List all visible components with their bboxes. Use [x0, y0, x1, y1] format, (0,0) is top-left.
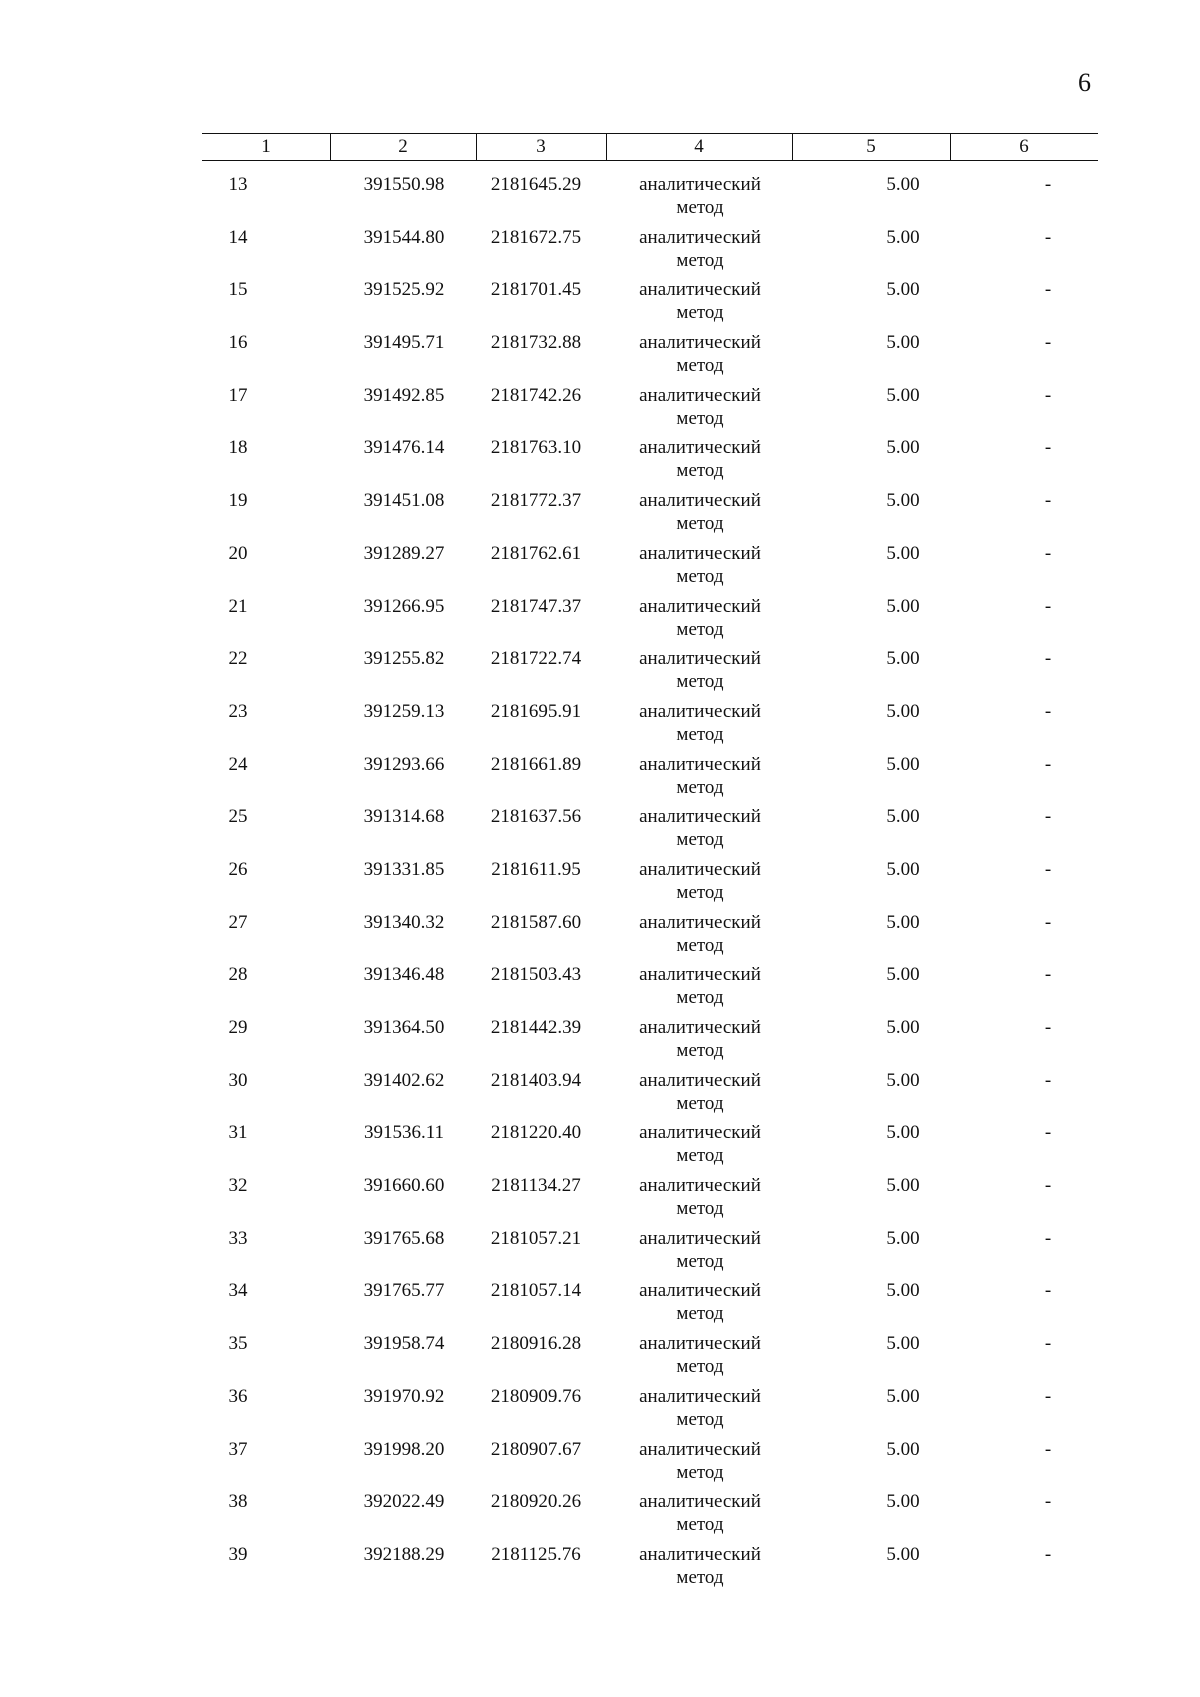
x-coordinate-cell: 391525.92	[363, 279, 445, 301]
method-text: метод	[676, 1408, 724, 1430]
note-cell: -	[1044, 279, 1052, 301]
method-cell	[602, 911, 798, 957]
y-coordinate-cell: 2181057.14	[490, 1280, 582, 1302]
method-text: метод	[676, 1145, 724, 1167]
note-cell: -	[1044, 437, 1052, 459]
accuracy-cell: 5.00	[886, 911, 920, 933]
note-cell: -	[1044, 753, 1052, 775]
accuracy-cell: 5.00	[886, 595, 920, 617]
accuracy-cell: 5.00	[886, 1543, 920, 1565]
accuracy-cell: 5.00	[886, 1438, 920, 1460]
method-text: метод	[676, 1461, 724, 1483]
method-cell	[602, 1174, 798, 1220]
note-cell: -	[1044, 1438, 1052, 1460]
point-number-cell: 31	[228, 1122, 248, 1144]
method-cell	[602, 963, 798, 1009]
point-number-cell: 37	[228, 1438, 248, 1460]
accuracy-cell: 5.00	[886, 1122, 920, 1144]
note-cell: -	[1044, 384, 1052, 406]
y-coordinate-cell: 2180909.76	[490, 1385, 582, 1407]
method-cell	[602, 384, 798, 430]
x-coordinate-cell: 392188.29	[363, 1543, 445, 1565]
accuracy-cell: 5.00	[886, 332, 920, 354]
x-coordinate-cell: 391293.66	[363, 753, 445, 775]
table-row	[202, 963, 1098, 1016]
method-text: аналитический	[639, 1122, 761, 1144]
table-header	[202, 133, 1098, 161]
x-coordinate-cell: 391255.82	[363, 648, 445, 670]
y-coordinate-cell: 2181503.43	[490, 964, 582, 986]
coordinates-table	[202, 133, 1098, 1588]
accuracy-cell: 5.00	[886, 384, 920, 406]
y-coordinate-cell: 2181611.95	[491, 858, 581, 880]
accuracy-cell: 5.00	[886, 1175, 920, 1197]
column-header-6: 6	[1019, 136, 1029, 157]
x-coordinate-cell: 391970.92	[363, 1385, 445, 1407]
y-coordinate-cell: 2181661.89	[490, 753, 582, 775]
point-number-cell: 33	[228, 1227, 248, 1249]
note-cell: -	[1044, 1280, 1052, 1302]
table-row	[202, 384, 1098, 437]
method-cell	[602, 858, 798, 904]
accuracy-cell: 5.00	[886, 1069, 920, 1091]
note-cell: -	[1044, 490, 1052, 512]
accuracy-cell: 5.00	[886, 700, 920, 722]
y-coordinate-cell: 2181403.94	[490, 1069, 582, 1091]
y-coordinate-cell: 2181722.74	[490, 648, 582, 670]
x-coordinate-cell: 391998.20	[363, 1438, 445, 1460]
point-number-cell: 35	[228, 1333, 248, 1355]
method-text: метод	[676, 829, 724, 851]
table-row	[202, 858, 1098, 911]
y-coordinate-cell: 2181742.26	[490, 384, 582, 406]
y-coordinate-cell: 2181772.37	[490, 490, 582, 512]
method-cell	[602, 805, 798, 851]
y-coordinate-cell: 2180907.67	[490, 1438, 582, 1460]
page-number: 6	[1078, 68, 1091, 97]
y-coordinate-cell: 2181763.10	[490, 437, 582, 459]
method-text: аналитический	[639, 648, 761, 670]
point-number-cell: 19	[228, 490, 248, 512]
method-text: аналитический	[639, 437, 761, 459]
method-cell	[602, 489, 798, 535]
table-row	[202, 911, 1098, 964]
method-cell	[602, 1332, 798, 1378]
x-coordinate-cell: 391259.13	[363, 700, 445, 722]
method-text: метод	[676, 355, 724, 377]
method-text: аналитический	[639, 964, 761, 986]
x-coordinate-cell: 391331.85	[363, 858, 445, 880]
method-text: аналитический	[639, 384, 761, 406]
method-text: метод	[676, 1040, 724, 1061]
method-text: аналитический	[639, 279, 761, 301]
method-cell	[602, 1069, 798, 1115]
y-coordinate-cell: 2181762.61	[490, 542, 582, 564]
method-cell	[602, 331, 798, 377]
table-row	[202, 226, 1098, 279]
method-cell	[602, 278, 798, 324]
table-row	[202, 173, 1098, 226]
table-row	[202, 1385, 1098, 1438]
method-text: аналитический	[639, 806, 761, 828]
point-number-cell: 15	[228, 279, 248, 301]
x-coordinate-cell: 391364.50	[363, 1017, 445, 1038]
method-cell	[602, 1279, 798, 1325]
method-text: аналитический	[639, 174, 761, 195]
column-header-1: 1	[261, 136, 271, 157]
table-row	[202, 542, 1098, 595]
note-cell: -	[1044, 1122, 1052, 1144]
table-row	[202, 1174, 1098, 1227]
method-cell	[602, 753, 798, 799]
table-row	[202, 1227, 1098, 1280]
method-text: метод	[676, 987, 724, 1009]
point-number-cell: 22	[228, 648, 248, 670]
method-text: аналитический	[639, 1438, 761, 1460]
method-text: метод	[676, 1566, 724, 1588]
y-coordinate-cell: 2181587.60	[490, 911, 582, 933]
point-number-cell: 25	[228, 806, 248, 828]
note-cell: -	[1044, 1017, 1052, 1038]
note-cell: -	[1044, 226, 1052, 248]
table-row	[202, 700, 1098, 753]
method-text: метод	[676, 1092, 724, 1114]
table-row	[202, 1332, 1098, 1385]
point-number-cell: 28	[228, 964, 248, 986]
table-row	[202, 1543, 1098, 1596]
method-text: метод	[676, 881, 724, 903]
method-cell	[602, 700, 798, 746]
method-text: аналитический	[639, 1543, 761, 1565]
x-coordinate-cell: 391451.08	[363, 490, 445, 512]
accuracy-cell: 5.00	[886, 1385, 920, 1407]
method-cell	[602, 595, 798, 641]
point-number-cell: 27	[228, 911, 248, 933]
column-header-5: 5	[866, 136, 876, 157]
y-coordinate-cell: 2181701.45	[490, 279, 582, 301]
note-cell: -	[1044, 542, 1052, 564]
note-cell: -	[1044, 1227, 1052, 1249]
point-number-cell: 39	[228, 1543, 248, 1565]
note-cell: -	[1044, 1069, 1052, 1091]
x-coordinate-cell: 391765.68	[363, 1227, 445, 1249]
y-coordinate-cell: 2181645.29	[490, 174, 582, 195]
accuracy-cell: 5.00	[886, 226, 920, 248]
method-text: аналитический	[639, 1491, 761, 1513]
point-number-cell: 14	[228, 226, 248, 248]
accuracy-cell: 5.00	[886, 806, 920, 828]
y-coordinate-cell: 2180920.26	[490, 1491, 582, 1513]
y-coordinate-cell: 2181442.39	[490, 1017, 582, 1038]
note-cell: -	[1044, 806, 1052, 828]
point-number-cell: 29	[228, 1017, 248, 1038]
method-text: аналитический	[639, 332, 761, 354]
method-cell	[602, 1438, 798, 1484]
method-cell	[602, 542, 798, 588]
accuracy-cell: 5.00	[886, 490, 920, 512]
method-text: аналитический	[639, 1069, 761, 1091]
method-text: аналитический	[639, 1227, 761, 1249]
method-text: метод	[676, 1198, 724, 1220]
x-coordinate-cell: 391314.68	[363, 806, 445, 828]
accuracy-cell: 5.00	[886, 753, 920, 775]
accuracy-cell: 5.00	[886, 279, 920, 301]
method-text: аналитический	[639, 226, 761, 248]
y-coordinate-cell: 2180916.28	[490, 1333, 582, 1355]
point-number-cell: 16	[228, 332, 248, 354]
table-row	[202, 1438, 1098, 1491]
column-header-2: 2	[398, 136, 408, 157]
y-coordinate-cell: 2181672.75	[490, 226, 582, 248]
method-cell	[602, 647, 798, 693]
point-number-cell: 36	[228, 1385, 248, 1407]
method-cell	[602, 1016, 798, 1062]
method-cell	[602, 173, 798, 219]
y-coordinate-cell: 2181637.56	[490, 806, 582, 828]
point-number-cell: 21	[228, 595, 248, 617]
accuracy-cell: 5.00	[886, 858, 920, 880]
x-coordinate-cell: 391495.71	[363, 332, 445, 354]
method-text: метод	[676, 776, 724, 798]
note-cell: -	[1044, 858, 1052, 880]
table-row	[202, 647, 1098, 700]
x-coordinate-cell: 391492.85	[363, 384, 445, 406]
accuracy-cell: 5.00	[886, 542, 920, 564]
method-text: аналитический	[639, 753, 761, 775]
note-cell: -	[1044, 1543, 1052, 1565]
method-text: аналитический	[639, 1280, 761, 1302]
note-cell: -	[1044, 1175, 1052, 1197]
point-number-cell: 34	[228, 1280, 248, 1302]
table-row	[202, 595, 1098, 648]
accuracy-cell: 5.00	[886, 1227, 920, 1249]
note-cell: -	[1044, 700, 1052, 722]
x-coordinate-cell: 391544.80	[363, 226, 445, 248]
point-number-cell: 20	[228, 542, 248, 564]
x-coordinate-cell: 391476.14	[363, 437, 445, 459]
table-row	[202, 331, 1098, 384]
method-text: аналитический	[639, 911, 761, 933]
method-cell	[602, 1227, 798, 1273]
y-coordinate-cell: 2181220.40	[490, 1122, 582, 1144]
accuracy-cell: 5.00	[886, 437, 920, 459]
method-text: метод	[676, 671, 724, 693]
method-text: метод	[676, 618, 724, 640]
accuracy-cell: 5.00	[886, 174, 920, 195]
y-coordinate-cell: 2181695.91	[490, 700, 582, 722]
table-row	[202, 753, 1098, 806]
y-coordinate-cell: 2181747.37	[490, 595, 582, 617]
x-coordinate-cell: 391536.11	[363, 1122, 445, 1144]
table-row	[202, 1016, 1098, 1069]
point-number-cell: 26	[228, 858, 248, 880]
method-text: метод	[676, 1303, 724, 1325]
note-cell: -	[1044, 174, 1052, 195]
note-cell: -	[1044, 1385, 1052, 1407]
method-text: метод	[676, 513, 724, 535]
method-text: аналитический	[639, 700, 761, 722]
x-coordinate-cell: 391402.62	[363, 1069, 445, 1091]
table-row	[202, 278, 1098, 331]
point-number-cell: 38	[228, 1491, 248, 1513]
method-text: аналитический	[639, 542, 761, 564]
y-coordinate-cell: 2181125.76	[491, 1543, 581, 1565]
accuracy-cell: 5.00	[886, 1491, 920, 1513]
method-text: метод	[676, 460, 724, 482]
x-coordinate-cell: 391765.77	[363, 1280, 445, 1302]
note-cell: -	[1044, 648, 1052, 670]
point-number-cell: 18	[228, 437, 248, 459]
method-text: аналитический	[639, 858, 761, 880]
y-coordinate-cell: 2181134.27	[491, 1175, 581, 1197]
column-header-4: 4	[694, 136, 704, 157]
method-cell	[602, 1385, 798, 1431]
method-text: аналитический	[639, 490, 761, 512]
point-number-cell: 13	[228, 174, 248, 195]
method-text: аналитический	[639, 1175, 761, 1197]
method-text: аналитический	[639, 1385, 761, 1407]
y-coordinate-cell: 2181732.88	[490, 332, 582, 354]
note-cell: -	[1044, 1333, 1052, 1355]
column-header-3: 3	[536, 136, 546, 157]
method-text: метод	[676, 1514, 724, 1536]
method-text: метод	[676, 1250, 724, 1272]
point-number-cell: 24	[228, 753, 248, 775]
x-coordinate-cell: 391340.32	[363, 911, 445, 933]
accuracy-cell: 5.00	[886, 648, 920, 670]
note-cell: -	[1044, 911, 1052, 933]
x-coordinate-cell: 391346.48	[363, 964, 445, 986]
point-number-cell: 30	[228, 1069, 248, 1091]
point-number-cell: 17	[228, 384, 248, 406]
table-row	[202, 436, 1098, 489]
method-text: метод	[676, 565, 724, 587]
x-coordinate-cell: 391660.60	[363, 1175, 445, 1197]
x-coordinate-cell: 391550.98	[363, 174, 445, 195]
point-number-cell: 23	[228, 700, 248, 722]
method-cell	[602, 1121, 798, 1167]
method-cell	[602, 1490, 798, 1536]
table-body	[202, 173, 1098, 1596]
accuracy-cell: 5.00	[886, 964, 920, 986]
table-row	[202, 1069, 1098, 1122]
x-coordinate-cell: 391266.95	[363, 595, 445, 617]
method-text: метод	[676, 249, 724, 271]
table-row	[202, 805, 1098, 858]
note-cell: -	[1044, 1491, 1052, 1513]
method-cell	[602, 436, 798, 482]
method-cell	[602, 1543, 798, 1589]
point-number-cell: 32	[228, 1175, 248, 1197]
y-coordinate-cell: 2181057.21	[490, 1227, 582, 1249]
method-text: метод	[676, 1356, 724, 1378]
accuracy-cell: 5.00	[886, 1280, 920, 1302]
x-coordinate-cell: 391958.74	[363, 1333, 445, 1355]
x-coordinate-cell: 391289.27	[363, 542, 445, 564]
method-text: метод	[676, 934, 724, 956]
x-coordinate-cell: 392022.49	[363, 1491, 445, 1513]
table-row	[202, 1490, 1098, 1543]
accuracy-cell: 5.00	[886, 1333, 920, 1355]
table-row	[202, 489, 1098, 542]
note-cell: -	[1044, 332, 1052, 354]
method-cell	[602, 226, 798, 272]
method-text: аналитический	[639, 595, 761, 617]
note-cell: -	[1044, 595, 1052, 617]
table-row	[202, 1279, 1098, 1332]
note-cell: -	[1044, 964, 1052, 986]
method-text: метод	[676, 723, 724, 745]
method-text: аналитический	[639, 1333, 761, 1355]
table-row	[202, 1121, 1098, 1174]
method-text: аналитический	[639, 1017, 761, 1038]
method-text: метод	[676, 302, 724, 324]
method-text: метод	[676, 407, 724, 429]
method-text: метод	[676, 197, 724, 218]
accuracy-cell: 5.00	[886, 1017, 920, 1038]
